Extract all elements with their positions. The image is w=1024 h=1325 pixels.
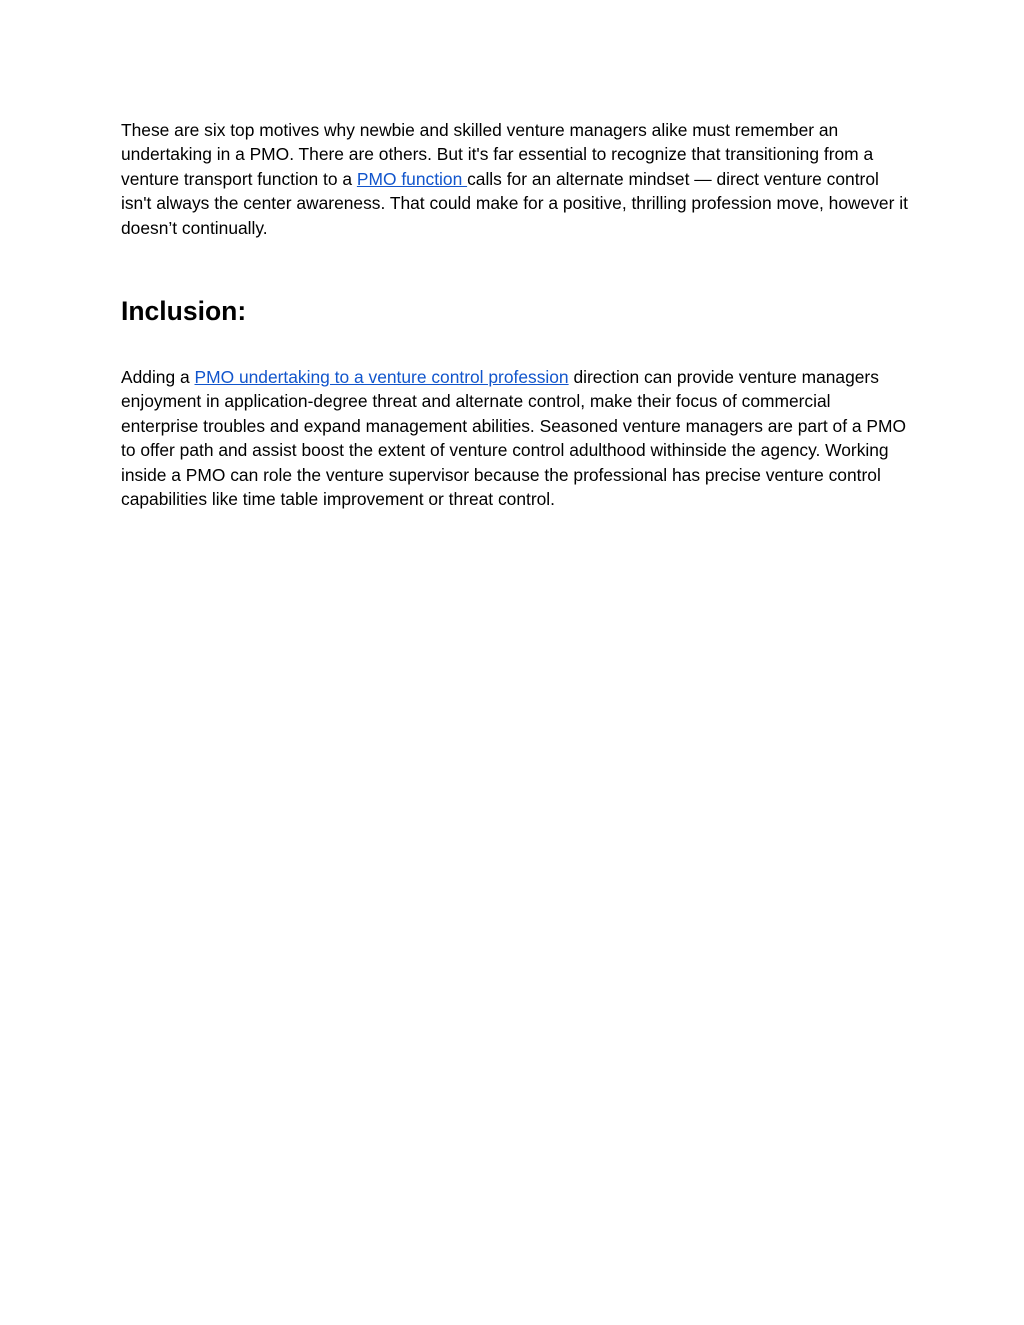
inclusion-text-after-link: direction can provide venture managers enjoyment in application-degree threat and alternate control, make their focus of commercial enterprise troubles and expand management abilities. Seasoned venture managers are part of a PMO to offer path and assist boost the extent of venture control adulthood withinside the agency. Working inside a PMO can role the venture supervisor because the professional has precise venture control capabilities like time table improvement or threat control. xyxy=(121,367,906,510)
pmo-function-link[interactable]: PMO function xyxy=(356,168,468,189)
inclusion-paragraph xyxy=(121,365,911,511)
intro-text-after-link: calls for an alternate mindset — direct venture control isn't always the center awareness. That could make for a positive, thrilling profession move, however it doesn’t continually. xyxy=(121,168,908,238)
pmo-undertaking-link[interactable]: PMO undertaking to a venture control profession xyxy=(194,367,569,388)
intro-paragraph xyxy=(121,118,911,240)
intro-text-before-link: These are six top motives why newbie and skilled venture managers alike must remember an undertaking in a PMO. There are others. But it's far essential to recognize that transitioning from a venture transport function to a xyxy=(121,120,874,189)
section-heading: Inclusion: xyxy=(121,296,247,327)
document-body xyxy=(121,118,911,511)
inclusion-text-before-link: Adding a xyxy=(121,367,195,388)
